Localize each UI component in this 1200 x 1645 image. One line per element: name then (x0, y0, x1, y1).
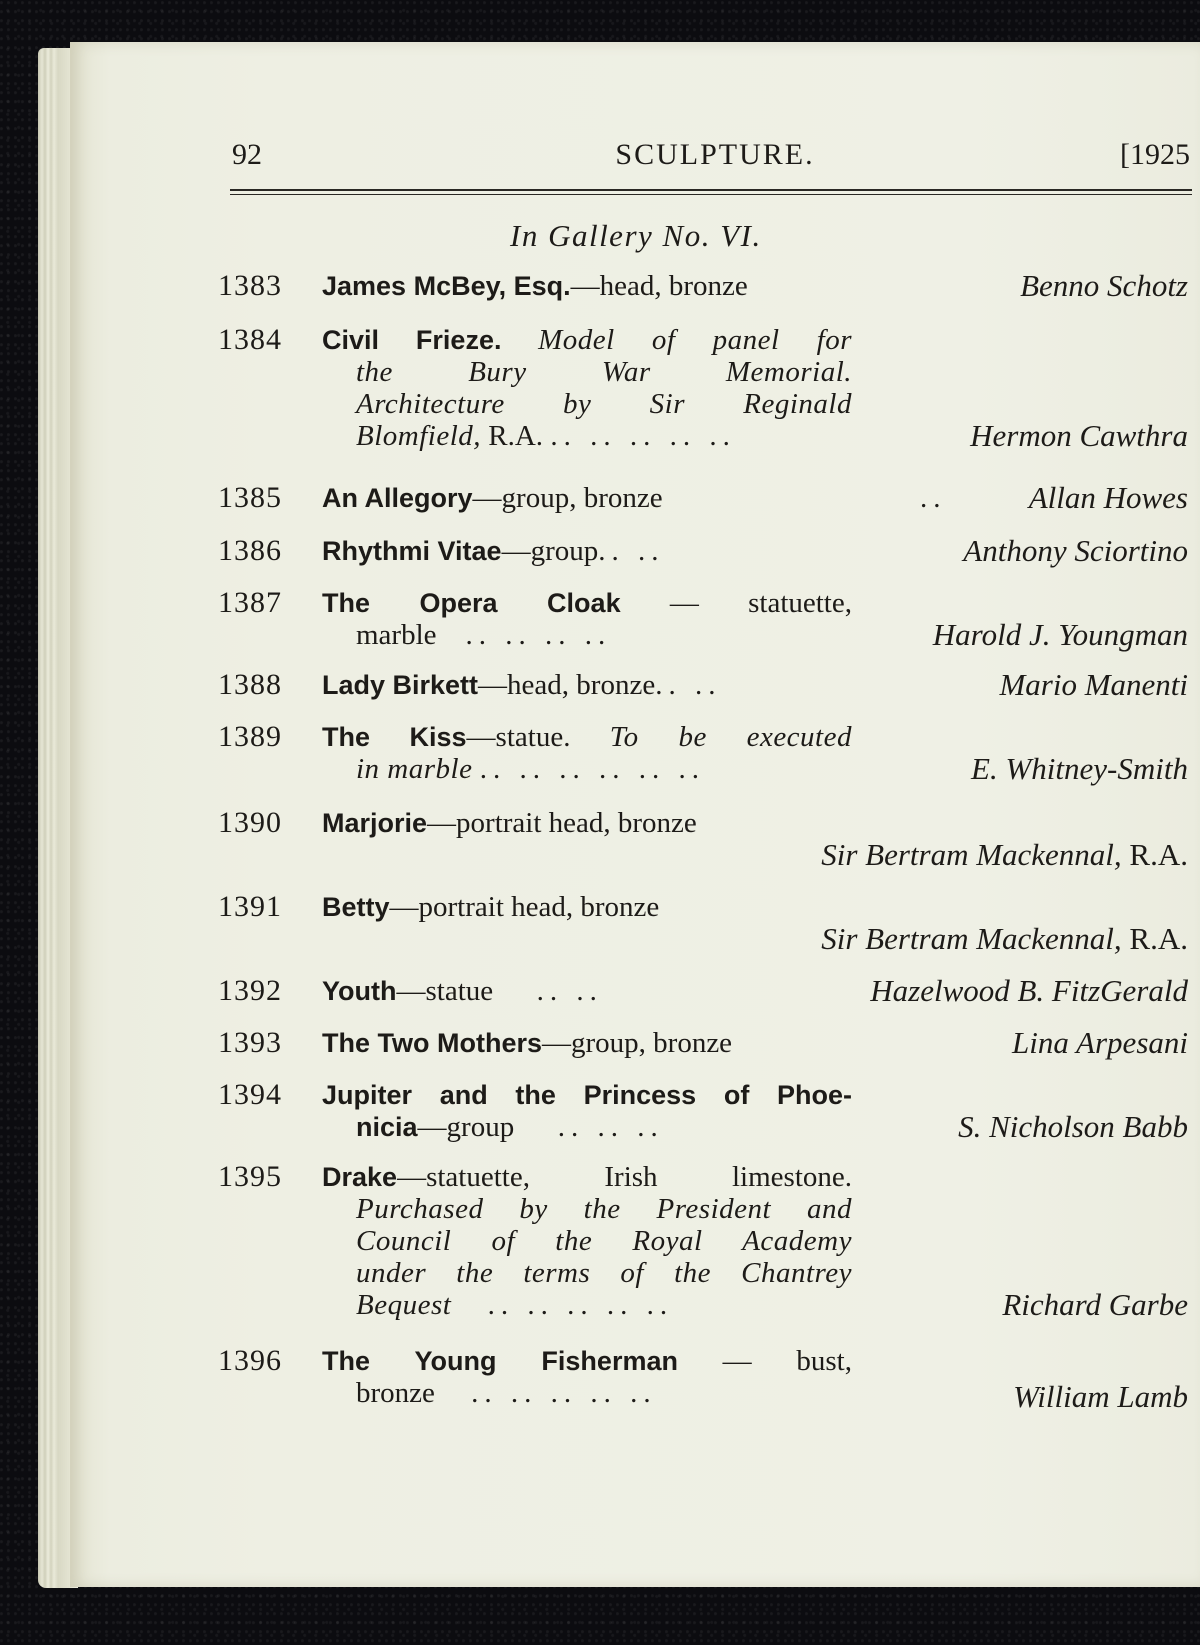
header-rule-thin (230, 194, 1192, 195)
entry-medium: —head, bronze (570, 270, 748, 302)
entry-title: Rhythmi Vitae (322, 536, 502, 566)
catalogue-entries (70, 270, 1200, 1435)
leader-dots: .. .. (598, 535, 665, 567)
entry-medium: —group (501, 535, 599, 567)
artist-name: Hermon Cawthra (970, 418, 1188, 453)
header-rule (230, 189, 1192, 191)
catalogue-entry (70, 1079, 1200, 1161)
entry-number: 1393 (218, 1026, 282, 1059)
entry-number: 1390 (218, 806, 282, 839)
entry-note: Council of the Royal Academy (356, 1225, 852, 1257)
entry-title: An Allegory (322, 483, 473, 513)
entry-number: 1388 (218, 668, 282, 701)
entry-note: To be executed (609, 721, 852, 753)
leader-dots: .. .. (536, 975, 603, 1007)
book-page (70, 42, 1200, 1587)
entry-number: 1389 (218, 720, 282, 753)
entry-medium: —group, bronze (542, 1027, 733, 1059)
entry-title: Jupiter and the Princess of Phoe- (322, 1080, 852, 1110)
artist-name: Richard Garbe (1002, 1287, 1188, 1322)
entry-number: 1384 (218, 323, 282, 356)
entry-title: James McBey, Esq. (322, 271, 571, 301)
catalogue-entry (70, 535, 1200, 587)
artist-name: Allan Howes (1028, 480, 1188, 515)
catalogue-entry (70, 587, 1200, 669)
artist-name: Sir Bertram Mackennal, R.A. (821, 921, 1188, 956)
artist-name: Benno Schotz (1020, 268, 1188, 303)
leader-dots: .. .. .. .. .. (471, 1377, 657, 1409)
artist-name: Mario Manenti (999, 667, 1188, 702)
entry-title: The Kiss (322, 722, 467, 752)
entry-title: Civil Frieze. (322, 325, 502, 355)
page-number: 92 (232, 138, 262, 171)
entry-medium: —portrait head, bronze (427, 807, 697, 839)
entry-title: The Young Fisherman (322, 1346, 678, 1376)
artist-name: Lina Arpesani (1012, 1025, 1188, 1060)
entry-medium: marble (356, 619, 437, 651)
year: [1925 (1120, 138, 1190, 171)
entry-medium: —portrait head, bronze (389, 891, 660, 923)
entry-number: 1383 (218, 269, 282, 302)
entry-title: Youth (322, 976, 397, 1006)
entry-note: Model of panel for (538, 324, 852, 356)
artist-name: William Lamb (1013, 1379, 1188, 1414)
leader-dots: .. .. .. .. .. .. (479, 753, 705, 785)
catalogue-entry (70, 891, 1200, 975)
catalogue-entry (70, 1161, 1200, 1345)
entry-medium: —group (417, 1111, 515, 1143)
catalogue-entry (70, 669, 1200, 721)
leader-dots: .. .. (655, 669, 722, 701)
leader-dots: .. .. .. (557, 1111, 664, 1143)
entry-medium: — statuette, (620, 587, 852, 619)
entry-number: 1396 (218, 1344, 282, 1377)
entry-medium: bronze (356, 1377, 435, 1409)
leader-dots: .. .. .. .. .. (550, 420, 736, 452)
entry-note: in marble (356, 753, 473, 785)
catalogue-entry (70, 721, 1200, 807)
entry-note: under the terms of the Chantrey (356, 1257, 852, 1289)
entry-title: Betty (322, 892, 390, 922)
entry-title: The Two Mothers (322, 1028, 542, 1058)
entry-number: 1386 (218, 534, 282, 567)
entry-note: R.A. (481, 420, 544, 452)
entry-medium: —statue. (466, 721, 571, 753)
entry-medium: — bust, (677, 1345, 852, 1377)
artist-name: Anthony Sciortino (963, 533, 1188, 568)
entry-medium: —head, bronze (478, 669, 656, 701)
artist-name: S. Nicholson Babb (958, 1109, 1188, 1144)
entry-note: Bequest (356, 1289, 452, 1321)
entry-medium: —statue (396, 975, 494, 1007)
catalogue-entry (70, 1345, 1200, 1435)
entry-note: Purchased by the President and (356, 1193, 852, 1225)
running-head (70, 138, 1200, 178)
entry-medium: —group, bronze (472, 482, 663, 514)
catalogue-entry (70, 324, 1200, 482)
entry-medium: —statuette, Irish limestone. (397, 1161, 852, 1193)
catalogue-entry (70, 807, 1200, 891)
entry-title: The Opera Cloak (322, 588, 621, 618)
leader-dots: .. .. .. .. (465, 619, 612, 651)
gallery-heading: In Gallery No. VI. (510, 218, 762, 253)
entry-number: 1391 (218, 890, 282, 923)
leader-dots: .. (920, 482, 947, 514)
catalogue-entry (70, 270, 1200, 324)
artist-name: Hazelwood B. FitzGerald (870, 973, 1188, 1008)
catalogue-entry (70, 482, 1200, 535)
entry-number: 1395 (218, 1160, 282, 1193)
entry-number: 1392 (218, 974, 282, 1007)
catalogue-entry (70, 1027, 1200, 1079)
artist-name: Harold J. Youngman (932, 617, 1188, 652)
entry-note: Architecture by Sir Reginald (356, 388, 852, 420)
entry-title: nicia (356, 1112, 418, 1142)
entry-title: Drake (322, 1162, 398, 1192)
artist-name: Sir Bertram Mackennal, R.A. (821, 837, 1188, 872)
entry-number: 1385 (218, 481, 282, 514)
entry-note: Blomfield, (356, 420, 482, 452)
catalogue-entry (70, 975, 1200, 1027)
entry-number: 1387 (218, 586, 282, 619)
entry-title: Lady Birkett (322, 670, 479, 700)
entry-title: Marjorie (322, 808, 428, 838)
entry-number: 1394 (218, 1078, 282, 1111)
leader-dots: .. .. .. .. .. (487, 1289, 674, 1321)
entry-note: the Bury War Memorial. (356, 356, 852, 388)
artist-name: E. Whitney-Smith (971, 751, 1188, 786)
section-title: SCULPTURE. (615, 138, 815, 171)
